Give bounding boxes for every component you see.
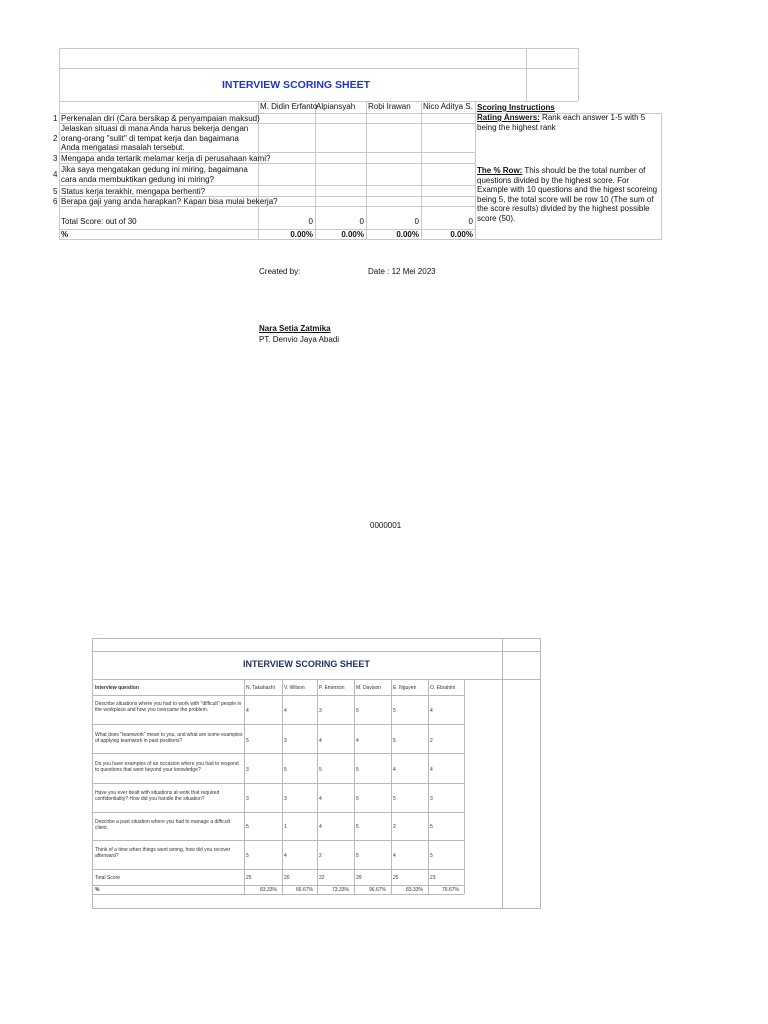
example-score: 5 — [246, 853, 249, 859]
question-text: Status kerja terakhir, mengapa berhenti? — [61, 187, 206, 196]
example-question: Think of a time when things went wrong, how did you recover afterward? — [95, 847, 231, 859]
example-score: 5 — [356, 796, 359, 802]
example-score: 5 — [246, 824, 249, 830]
example-score: 5 — [393, 708, 396, 714]
rating-instructions — [477, 113, 659, 132]
example-total: 23 — [430, 875, 436, 881]
example-question: Do you have examples of an occasion where you had to respond to questions that went beyond your knowledge? — [95, 761, 239, 773]
example-percent: 73.33% — [332, 887, 349, 893]
document-number: 0000001 — [370, 521, 402, 530]
date-text: Date : 12 Mei 2023 — [368, 267, 436, 276]
example-title: INTERVIEW SCORING SHEET — [243, 659, 370, 669]
question-number: 4 — [53, 170, 58, 179]
example-total-label: Total Score — [95, 875, 121, 881]
signer-name: Nara Setia Zatmika — [259, 324, 331, 333]
percent-instructions — [477, 166, 660, 223]
example-score: 3 — [430, 796, 433, 802]
example-percent: 83.33% — [406, 887, 423, 893]
example-score: 2 — [319, 853, 322, 859]
question-text: Mengapa anda tertarik melamar kerja di perusahaan kami? — [61, 154, 271, 163]
example-question-header: Interview question — [95, 685, 139, 691]
percent-label: % — [61, 230, 69, 239]
example-score: 1 — [284, 824, 287, 830]
example-percent: 66.67% — [296, 887, 313, 893]
rating-label: Rating Answers: — [477, 113, 540, 122]
example-question: Describe a past situation where you had to manage a difficult client. — [95, 819, 230, 831]
percent-value: 0.00% — [396, 230, 419, 239]
example-score: 3 — [319, 708, 322, 714]
example-question: What does "teamwork" mean to you, and what are some examples of applying teamwork in past positions? — [95, 732, 243, 744]
example-question: Describe situations where you had to work with "difficult" people in the workplace and how you overcame the problem. — [95, 701, 242, 713]
total-score-label: Total Score: out of 30 — [61, 217, 137, 226]
example-total: 20 — [284, 875, 290, 881]
example-score: 2 — [393, 824, 396, 830]
example-total: 25 — [393, 875, 399, 881]
percent-row-text: This should be the total number of questions divided by the highest score. For Example with 10 questions and the higest scoreing being 5, the total score will be row 10 (The sum of the score results) divided by the highest possible score (50). — [477, 166, 658, 223]
example-score: 5 — [430, 824, 433, 830]
example-sheet-image — [92, 632, 541, 909]
question-text: Jelaskan situasi di mana Anda harus bekerja dengan orang-orang "sulit" di tempat kerja dan bagaimana Anda mengatasi masalah tersebut. — [61, 124, 249, 152]
example-score: 4 — [246, 708, 249, 714]
created-by-label: Created by: — [259, 267, 301, 276]
sheet-title: INTERVIEW SCORING SHEET — [222, 79, 370, 91]
example-score: 5 — [246, 738, 249, 744]
candidate-header: Nico Aditya S. — [423, 102, 473, 111]
rating-text: Rank each answer 1-5 with 5 being the highest rank — [477, 113, 646, 132]
percent-row-label: The % Row: — [477, 166, 523, 175]
example-score: 5 — [284, 767, 287, 773]
question-text: Perkenalan diri (Cara bersikap & penyampaian maksud) — [61, 114, 260, 123]
example-score: 5 — [319, 767, 322, 773]
example-score: 4 — [356, 738, 359, 744]
example-score: 4 — [284, 708, 287, 714]
candidate-header: Robi Irawan — [368, 102, 411, 111]
example-percent-label: % — [95, 887, 100, 893]
example-total: 22 — [319, 875, 325, 881]
question-text: Berapa gaji yang anda harapkan? Kapan bisa mulai bekerja? — [61, 197, 278, 206]
total-score-value: 0 — [414, 217, 419, 226]
question-number: 6 — [53, 197, 58, 206]
example-candidate: M. Davison — [356, 685, 382, 691]
example-score: 5 — [393, 738, 396, 744]
percent-value: 0.00% — [290, 230, 313, 239]
total-score-value: 0 — [468, 217, 473, 226]
total-score-value: 0 — [359, 217, 364, 226]
question-number: 1 — [53, 114, 58, 123]
question-number: 3 — [53, 154, 58, 163]
percent-value: 0.00% — [341, 230, 364, 239]
question-number: 5 — [53, 187, 58, 196]
example-score: 5 — [393, 796, 396, 802]
example-score: 4 — [393, 853, 396, 859]
example-total: 29 — [356, 875, 362, 881]
total-score-value: 0 — [308, 217, 313, 226]
candidate-header: Alpiansyah — [316, 102, 356, 111]
example-candidate: E. Nguyen — [393, 685, 417, 691]
example-percent: 76.67% — [442, 887, 459, 893]
example-score: 4 — [319, 738, 322, 744]
instructions-heading: Scoring Instructions — [477, 103, 555, 112]
example-candidate: N. Takahashi — [246, 685, 275, 691]
example-score: 4 — [284, 853, 287, 859]
question-text: Jika saya mengatakan gedung ini miring, bagaimana cara anda membuktikan gedung ini miring? — [61, 165, 248, 184]
example-score: 3 — [246, 767, 249, 773]
percent-value: 0.00% — [450, 230, 473, 239]
example-score: 5 — [430, 853, 433, 859]
company-name: PT. Denvio Jaya Abadi — [259, 335, 340, 344]
example-score: 4 — [393, 767, 396, 773]
example-candidate: P. Emerson — [319, 685, 345, 691]
example-score: 5 — [356, 708, 359, 714]
example-score: 4 — [430, 767, 433, 773]
example-score: 3 — [246, 796, 249, 802]
example-score: 5 — [356, 824, 359, 830]
example-score: 3 — [284, 738, 287, 744]
example-question: Have you ever dealt with situations at work that required confidentiality? How did you handle the situation? — [95, 790, 220, 802]
example-candidate: O. Ebrahim — [430, 685, 456, 691]
example-percent: 96.67% — [369, 887, 386, 893]
candidate-header: M. Didin Erfanto — [260, 102, 318, 111]
example-score: 3 — [284, 796, 287, 802]
example-candidate: V. Wilson — [284, 685, 305, 691]
example-score: 4 — [319, 824, 322, 830]
example-percent: 83.33% — [260, 887, 277, 893]
question-number: 2 — [53, 134, 58, 143]
cropped-text: · · · · — [94, 632, 105, 638]
example-total: 25 — [246, 875, 252, 881]
example-score: 4 — [319, 796, 322, 802]
example-score: 5 — [356, 853, 359, 859]
example-score: 2 — [430, 738, 433, 744]
example-score: 5 — [356, 767, 359, 773]
example-score: 4 — [430, 708, 433, 714]
